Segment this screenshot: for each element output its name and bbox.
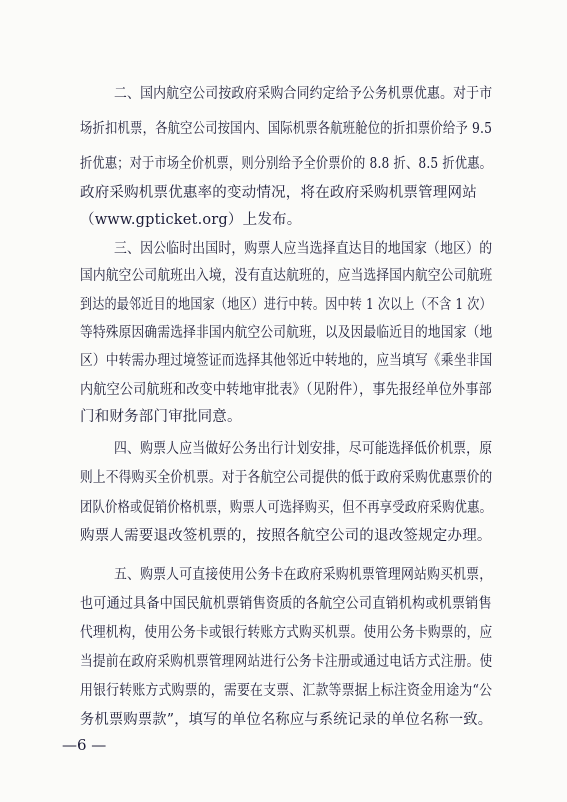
text-line: 则上不得购买全价机票。对于各航空公司提供的低于政府采购优惠票价的	[80, 470, 493, 486]
text-line: 国内航空公司航班出入境，没有直达航班的，应当选择国内航空公司航班	[80, 268, 493, 284]
text-line: 也可通过具备中国民航机票销售资质的各航空公司直销机构或机票销售	[80, 596, 492, 612]
text-line: 到达的最邻近目的地国家（地区）进行中转。因中转 1 次以上（不含 1 次）	[80, 297, 492, 313]
text-line: 区）中转需办理过境签证而选择其他邻近中转地的，应当填写《乘坐非国	[80, 353, 493, 369]
text-line: 场折扣机票，各航空公司按国内、国际机票各航班舱位的折扣票价给予 9.5	[80, 121, 493, 137]
text-line: 购票人需要退改签机票的，按照各航空公司的退改签规定办理。	[80, 528, 492, 544]
text-line: 当提前在政府采购机票管理网站进行公务卡注册或通过电话方式注册。使	[80, 654, 493, 670]
text-line: （www.gpticket.org）上发布。	[80, 212, 302, 228]
text-line: 折优惠；对于市场全价机票，则分别给予全价票价的 8.8 折、8.5 折优惠。	[80, 156, 493, 172]
text-line: 代理机构，使用公务卡或银行转账方式购买机票。使用公务卡购票的，应	[80, 625, 493, 641]
text-line: 等特殊原因确需选择非国内航空公司航班，以及因最临近目的地国家（地	[80, 325, 493, 341]
text-line: 四、购票人应当做好公务出行计划安排，尽可能选择低价机票，原	[114, 441, 493, 457]
text-line: 用银行转账方式购票的，需要在支票、汇款等票据上标注资金用途为“公	[80, 683, 493, 699]
text-line: 门和财务部门审批同意。	[80, 409, 242, 425]
page-number: —6 —	[62, 736, 107, 754]
text-line: 二、国内航空公司按政府采购合同约定给予公务机票优惠。对于市	[114, 86, 493, 102]
text-line: 五、购票人可直接使用公务卡在政府采购机票管理网站购买机票，	[114, 567, 493, 583]
text-line: 内航空公司航班和改变中转地审批表》（见附件），事先报经单位外事部	[80, 382, 492, 398]
text-line: 团队价格或促销价格机票，购票人可选择购买，但不再享受政府采购优惠。	[80, 500, 493, 516]
text-line: 务机票购票款”，填写的单位名称应与系统记录的单位名称一致。	[80, 712, 493, 728]
text-line: 政府采购机票优惠率的变动情况，将在政府采购机票管理网站	[80, 185, 477, 201]
text-line: 三、因公临时出国时，购票人应当选择直达目的地国家（地区）的	[114, 241, 493, 257]
